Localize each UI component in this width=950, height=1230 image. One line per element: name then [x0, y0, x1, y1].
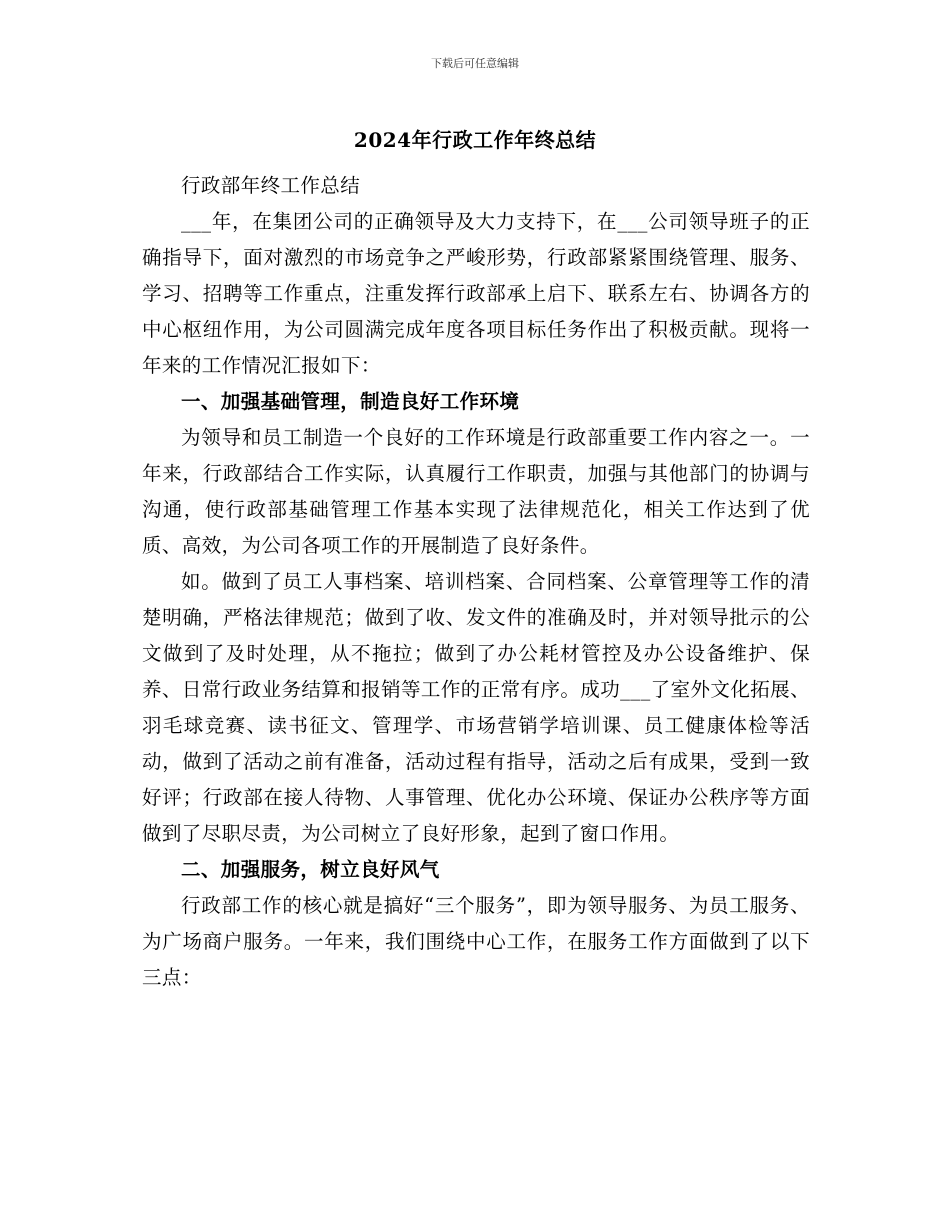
- paragraph-section1-details: 如。做到了员工人事档案、培训档案、合同档案、公章管理等工作的清楚明确，严格法律规范；做到了收、发文件的准确及时，并对领导批示的公文做到了及时处理，从不拖拉；做到了办公耗材管控及办公设备维护、保养、日常行政业务结算和报销等工作的正常有序。成功___了室外文化拓展、羽毛球竞赛、读书征文、管理学、市场营销学培训课、员工健康体检等活动，做到了活动之前有准备，活动过程有指导，活动之后有成果，受到一致好评；行政部在接人待物、人事管理、优化办公环境、保证办公秩序等方面做到了尽职尽责，为公司树立了良好形象，起到了窗口作用。: [142, 570, 810, 845]
- section-heading-2: 二、加强服务，树立良好风气: [181, 858, 440, 881]
- paragraph-intro: ___年，在集团公司的正确领导及大力支持下，在___公司领导班子的正确指导下，面对激烈的市场竞争之严峻形势，行政部紧紧围绕管理、服务、学习、招聘等工作重点，注重发挥行政部承上启下、联系左右、协调各方的中心枢纽作用，为公司圆满完成年度各项目标任务作出了积极贡献。现将一年来的工作情况汇报如下：: [142, 210, 810, 377]
- paragraph-section2-intro: 行政部工作的核心就是搞好“三个服务”，即为领导服务、为员工服务、为广场商户服务。一年来，我们围绕中心工作，在服务工作方面做到了以下三点：: [142, 894, 810, 989]
- section-heading-1: 一、加强基础管理，制造良好工作环境: [181, 390, 520, 413]
- paragraph-section1-intro: 为领导和员工制造一个良好的工作环境是行政部重要工作内容之一。一年来，行政部结合工作实际，认真履行工作职责，加强与其他部门的协调与沟通，使行政部基础管理工作基本实现了法律规范化，相关工作达到了优质、高效，为公司各项工作的开展制造了良好条件。: [142, 426, 810, 557]
- document-body: [142, 168, 810, 996]
- document-title: 2024年行政工作年终总结: [353, 128, 597, 152]
- header-note: 下载后可任意编辑: [431, 57, 519, 70]
- paragraph-subtitle: 行政部年终工作总结: [181, 174, 361, 197]
